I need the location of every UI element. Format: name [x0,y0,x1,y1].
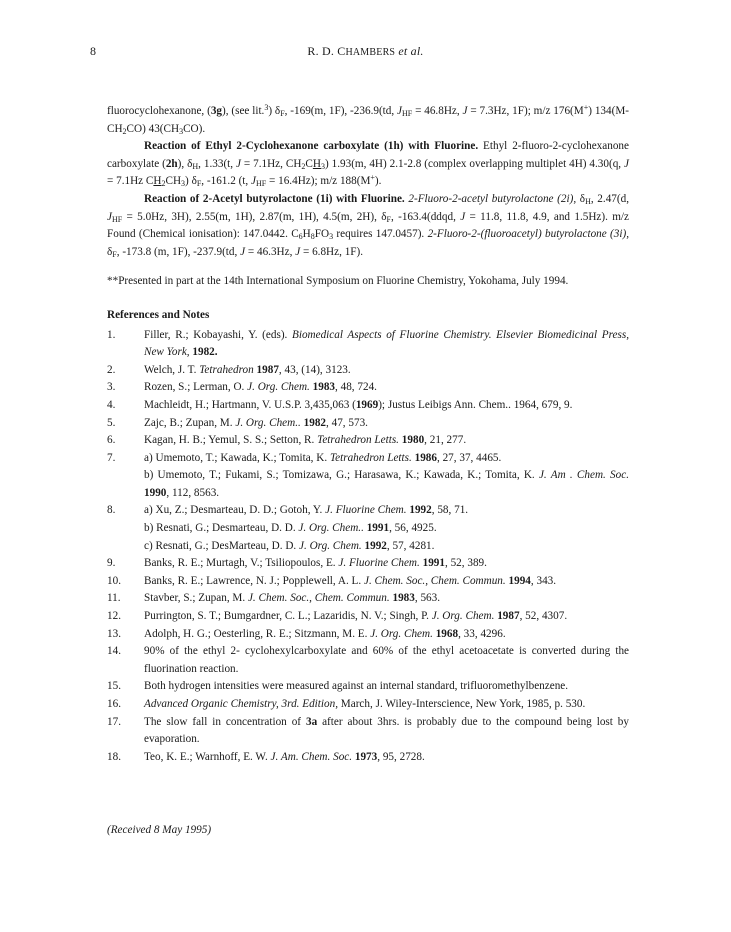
reaction-heading-1i: Reaction of 2-Acetyl butyrolactone (1i) with Fluorine. [144,192,405,205]
reference-text: b) Umemoto, T.; Fukami, S.; Tomizawa, G.; Harasawa, K.; Kawada, K.; Tomita, K. J. Am . Chem. Soc. 1990, 112, 8563. [144,469,629,499]
references-list [107,327,629,767]
reference-text: Machleidt, H.; Hartmann, V. U.S.P. 3,435,063 (1969); Justus Leibigs Ann. Chem.. 1964, 679, 9. [144,398,573,411]
reference-number: 9. [107,557,116,570]
reference-item [107,590,629,608]
reference-item [107,450,629,503]
paragraph-compound-3g: fluorocyclohexanone, (3g), (see lit.$^3$) δF, -169(m, 1F), -236.9(td, JHF = 46.8Hz, J = 7.3Hz, 1F); m/z 176(M+) 134(M-CH2CO) 43(CH3CO). [107,103,630,136]
reference-number: 12. [107,610,121,623]
reference-number: 13. [107,627,121,640]
reference-text: Stavber, S.; Zupan, M. J. Chem. Soc., Chem. Commun. 1983, 563. [144,592,441,605]
reference-item [107,397,629,415]
reference-item [107,714,629,749]
reference-item [107,626,629,644]
reference-number: 6. [107,434,116,447]
reaction-heading-1h: Reaction of Ethyl 2-Cyclohexanone carboxylate (1h) with Fluorine. [144,140,479,153]
reference-item [107,362,629,380]
reference-text: Filler, R.; Kobayashi, Y. (eds). Biomedical Aspects of Fluorine Chemistry. Elsevier Biomedicinal Press, New York, 1982. [144,328,629,359]
reference-item [107,573,629,591]
running-title-etal: et al. [398,44,424,58]
reference-number: 15. [107,680,121,693]
running-title-smallcaps: HAMBERS [345,47,396,58]
reference-number: 7. [107,451,116,464]
reference-number: 17. [107,715,121,728]
reference-text: Welch, J. T. Tetrahedron 1987, 43, (14), 3123. [144,363,351,376]
reference-text: b) Resnati, G.; Desmarteau, D. D. J. Org. Chem.. 1991, 56, 4925. [144,522,437,535]
reference-item [107,327,629,362]
received-date: (Received 8 May 1995) [107,824,212,836]
reference-text: 90% of the ethyl 2- cyclohexylcarboxylate and 60% of the ethyl acetoacetate is converted during the fluorination reaction. [144,645,629,675]
reference-text: Kagan, H. B.; Yemul, S. S.; Setton, R. Tetrahedron Letts. 1980, 21, 277. [144,434,467,447]
reference-text: Purrington, S. T.; Bumgardner, C. L.; Lazaridis, N. V.; Singh, P. J. Org. Chem. 1987, 52, 4307. [144,610,568,623]
reference-text: Teo, K. E.; Warnhoff, E. W. J. Am. Chem. Soc. 1973, 95, 2728. [144,750,425,763]
reference-item [107,678,629,696]
page-number: 8 [90,44,96,58]
reference-text: The slow fall in concentration of 3a after about 3hrs. is probably due to the compound being lost by evaporation. [144,715,629,746]
reference-item [107,379,629,397]
reference-item [107,555,629,573]
footnote: **Presented in part at the 14th International Symposium on Fluorine Chemistry, Yokohama, July 1994. [107,275,569,288]
reference-number: 2. [107,363,116,376]
reference-number: 8. [107,504,116,517]
reference-number: 14. [107,645,121,658]
reference-text: Banks, R. E.; Murtagh, V.; Tsiliopoulos, E. J. Fluorine Chem. 1991, 52, 389. [144,557,487,570]
reference-number: 16. [107,698,121,710]
reference-number: 5. [107,416,116,429]
running-title-text: R. D. C [307,44,346,58]
reference-text: Zajc, B.; Zupan, M. J. Org. Chem.. 1982, 47, 573. [144,416,368,429]
reference-item [107,608,629,626]
reference-text: a) Umemoto, T.; Kawada, K.; Tomita, K. Tetrahedron Letts. 1986, 27, 37, 4465. [144,451,502,464]
article-body [107,103,629,766]
reference-number: 10. [107,574,121,587]
paragraph-reaction-1i: Reaction of 2-Acetyl butyrolactone (1i) with Fluorine. 2-Fluoro-2-acetyl butyrolactone (2i), δH, 2.47(d, JHF = 5.0Hz, 3H), 2.55(m, 1H), 2.87(m, 1H), 4.5(m, 2H), δF, -163.4(ddqd, J = 11.8, 11.8, 4.9, and 1.5Hz). m/z Found (Chemical ionisation): 147.0442. C6H8FO3 requires 147.0457). 2-Fluoro-2-(fluoroacetyl) butyrolactone (3i), δF, -173.8 (m, 1F), -237.9(td, J = 46.3Hz, J = 6.8Hz, 1F). [107,192,630,259]
reference-item [107,643,629,678]
reference-number: 3. [107,381,116,394]
reference-item [107,502,629,555]
reference-item [107,415,629,433]
reference-text: a) Xu, Z.; Desmarteau, D. D.; Gotoh, Y. J. Fluorine Chem. 1992, 58, 71. [144,504,469,517]
reference-item [107,432,629,450]
reference-text: c) Resnati, G.; DesMarteau, D. D. J. Org. Chem. 1992, 57, 4281. [144,539,435,552]
reference-item [107,696,629,714]
reference-number: 4. [107,398,116,411]
running-title [0,44,731,59]
reference-item [107,749,629,767]
reference-text: Rozen, S.; Lerman, O. J. Org. Chem. 1983, 48, 724. [144,381,377,394]
reference-text: Advanced Organic Chemistry, 3rd. Edition, March, J. Wiley-Interscience, New York, 1985, p. 530. [144,698,586,710]
reference-number: 18. [107,750,121,763]
reference-number: 1. [107,328,116,341]
reference-text: Both hydrogen intensities were measured against an internal standard, trifluoromethylbenzene. [144,680,569,693]
reference-text: Adolph, H. G.; Oesterling, R. E.; Sitzmann, M. E. J. Org. Chem. 1968, 33, 4296. [144,627,506,640]
references-heading: References and Notes [107,308,210,321]
paragraph-reaction-1h: Reaction of Ethyl 2-Cyclohexanone carboxylate (1h) with Fluorine. Ethyl 2-fluoro-2-cyclohexanone carboxylate (2h), δH, 1.33(t, J = 7.1Hz, CH2CH3) 1.93(m, 4H) 2.1-2.8 (complex overlapping multiplet 4H) 4.30(q, J = 7.1Hz CH2CH3) δF, -161.2 (t, JHF = 16.4Hz); m/z 188(M+). [107,140,629,189]
running-head [0,44,731,60]
reference-number: 11. [107,592,121,605]
reference-text: Banks, R. E.; Lawrence, N. J.; Popplewell, A. L. J. Chem. Soc., Chem. Commun. 1994, 343. [144,574,557,587]
